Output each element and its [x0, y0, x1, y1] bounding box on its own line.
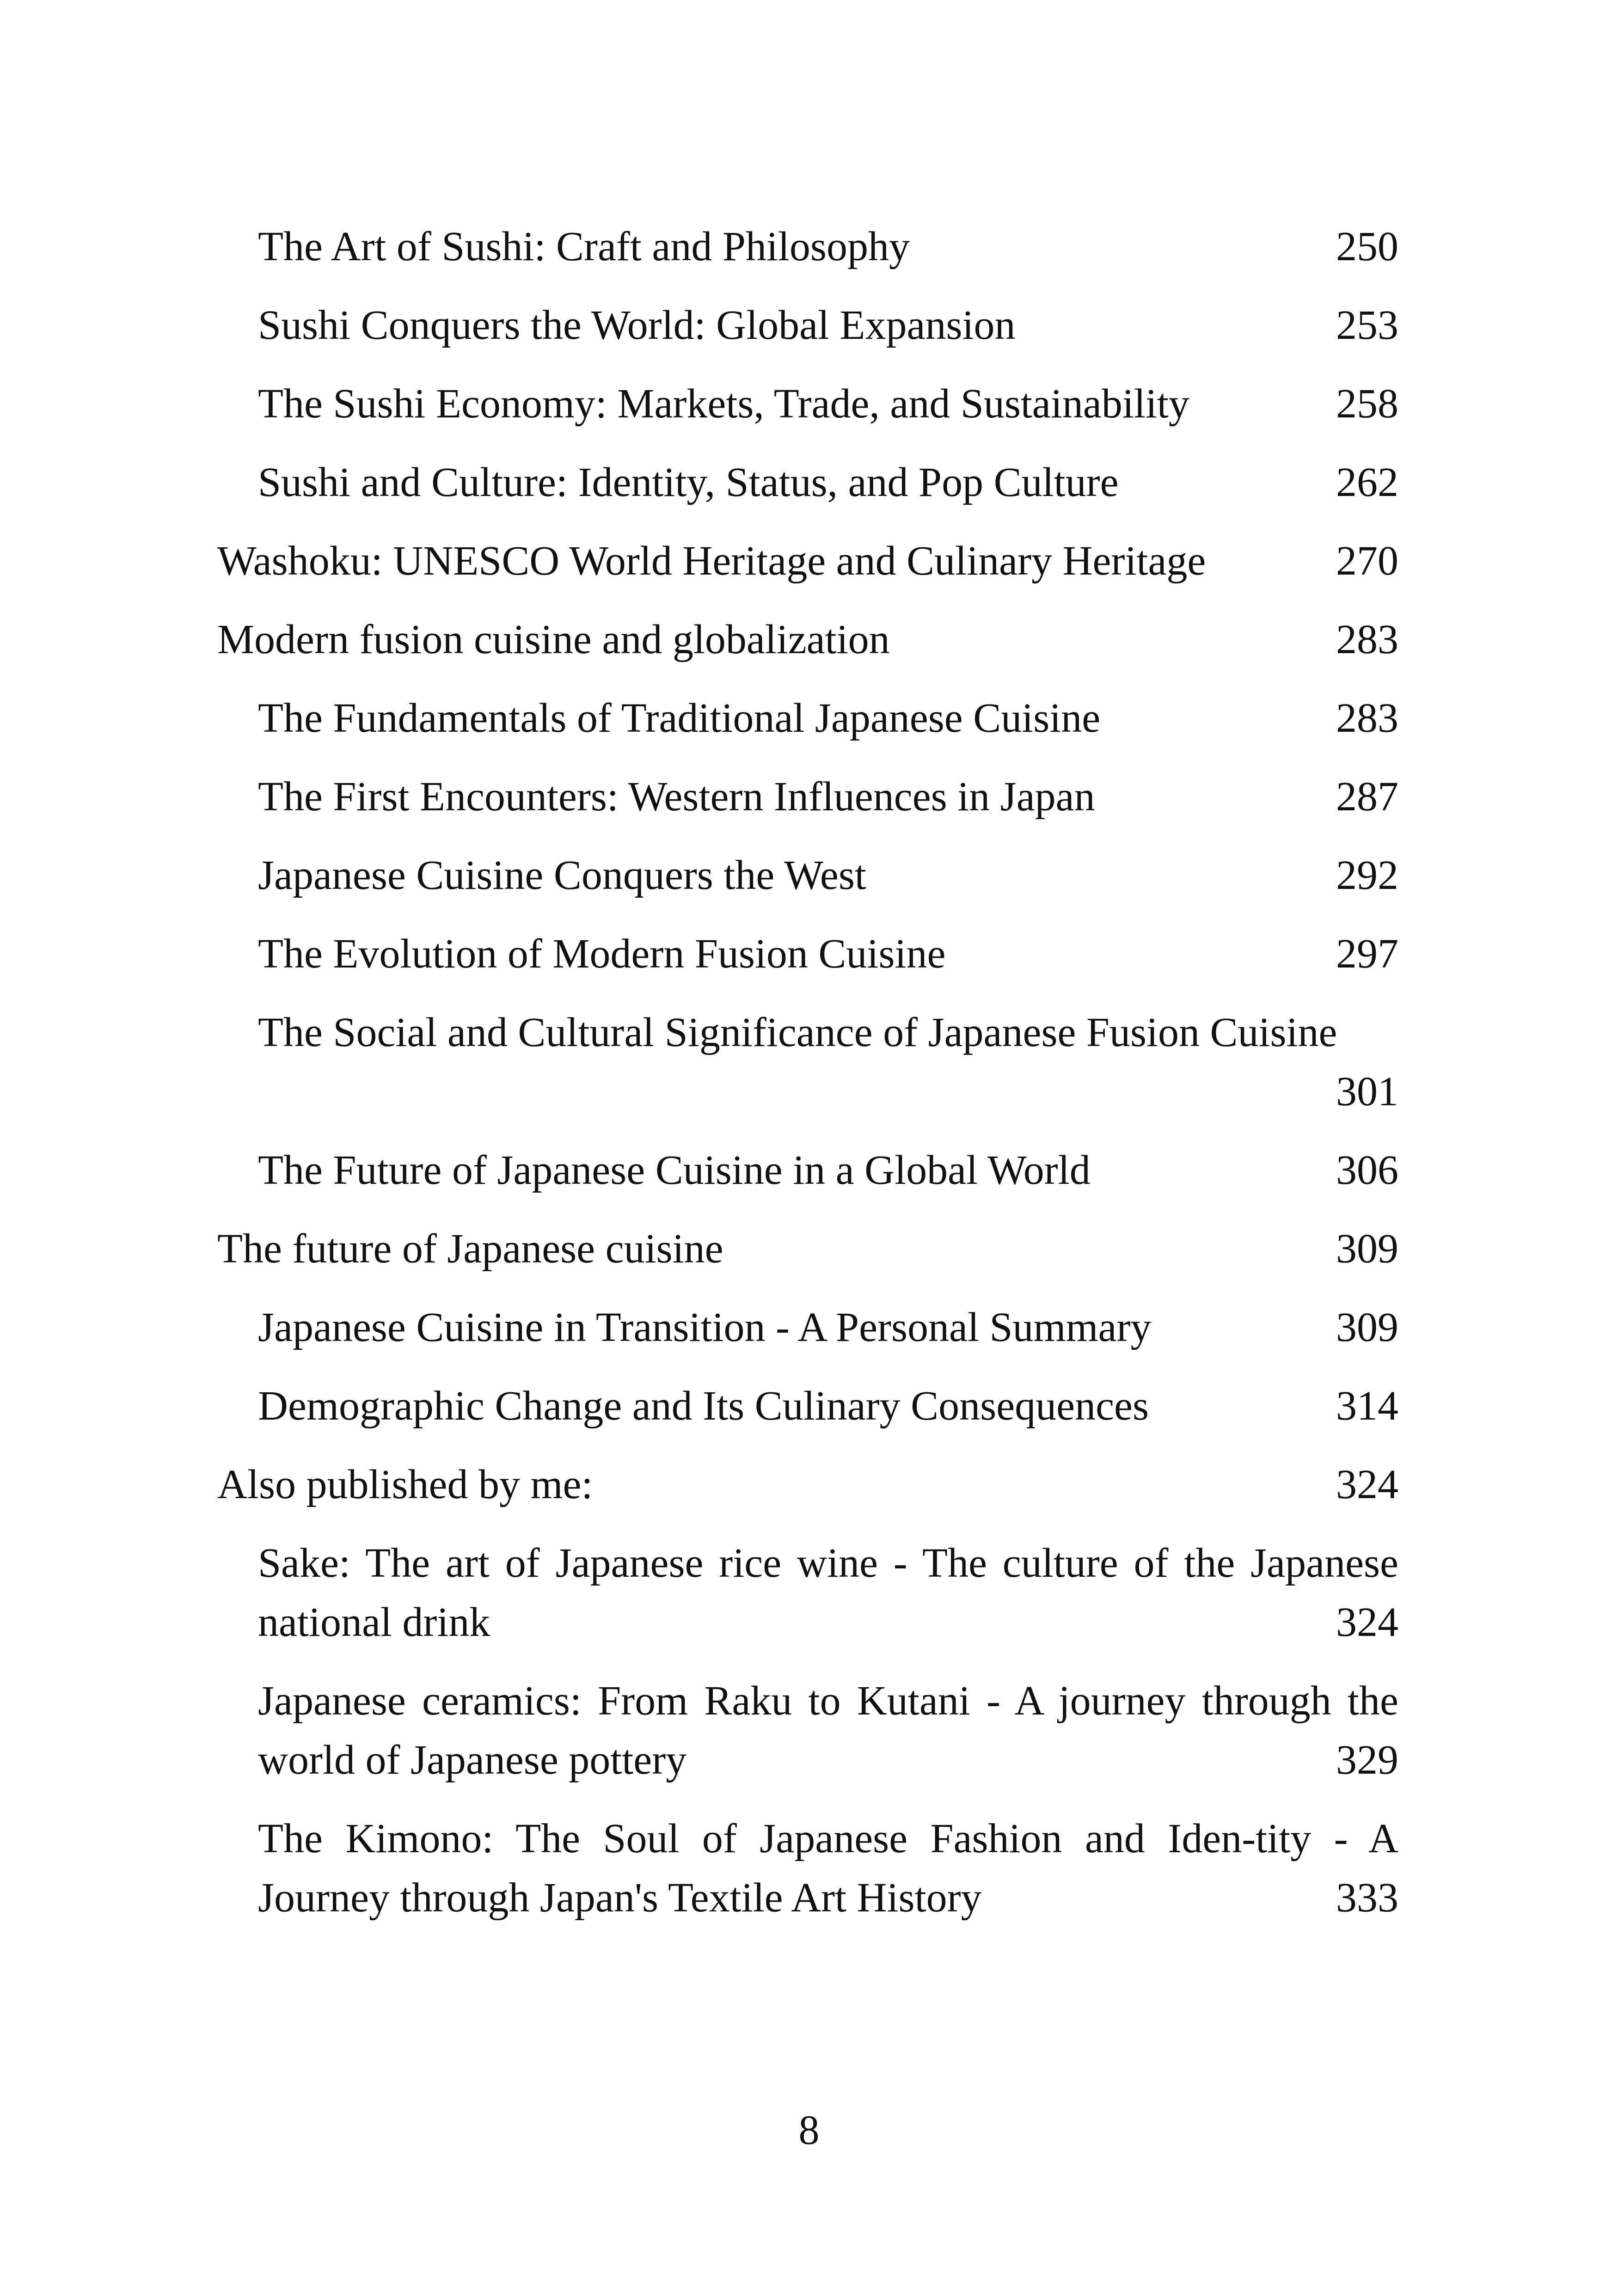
toc-entry-page: 301	[1336, 1069, 1398, 1114]
toc-entry-page: 329	[1336, 1737, 1398, 1783]
toc-entry-page: 287	[1336, 774, 1398, 820]
toc-entry-page: 314	[1336, 1383, 1398, 1429]
toc-entry-title-line: Japanese ceramics: From Raku to Kutani - A journey through the	[258, 1678, 1398, 1724]
toc-entry-title: The Fundamentals of Traditional Japanese Cuisine	[258, 695, 1101, 741]
toc-entry-title: Washoku: UNESCO World Heritage and Culinary Heritage	[217, 538, 1206, 584]
toc-entry-page: 292	[1336, 852, 1398, 898]
toc-entry[interactable]	[217, 925, 1398, 984]
toc-entry-page: 262	[1336, 459, 1398, 505]
toc-entry-title: Demographic Change and Its Culinary Consequences	[258, 1383, 1149, 1429]
toc-entry[interactable]	[217, 296, 1398, 355]
toc-entry-title: Modern fusion cuisine and globalization	[217, 617, 890, 662]
toc-entry-title-line: world of Japanese pottery	[258, 1737, 687, 1783]
toc-entry[interactable]	[217, 1298, 1398, 1357]
toc-entry[interactable]	[217, 1534, 1398, 1652]
toc-entry-page: 283	[1336, 695, 1398, 741]
toc-entry[interactable]	[217, 1809, 1398, 1928]
toc-entry-page: 324	[1336, 1462, 1398, 1507]
toc-entry-title: Also published by me:	[217, 1462, 593, 1507]
toc-entry-title: The Evolution of Modern Fusion Cuisine	[258, 931, 946, 977]
toc-entry-title-line-empty	[258, 1062, 1398, 1121]
toc-entry[interactable]	[217, 1377, 1398, 1436]
toc-entry[interactable]	[217, 453, 1398, 512]
page-number: 8	[798, 2107, 820, 2153]
toc-entry-page: 309	[1336, 1226, 1398, 1272]
toc-entry-title	[258, 1003, 1398, 1121]
toc-entry-title-line: Journey through Japan's Textile Art History	[258, 1875, 982, 1921]
toc-entry-title	[258, 1534, 1398, 1652]
toc-entry[interactable]	[217, 374, 1398, 434]
toc-entry-title: Japanese Cuisine in Transition - A Personal Summary	[258, 1304, 1152, 1350]
toc-entry-title: The Sushi Economy: Markets, Trade, and Sustainability	[258, 381, 1189, 427]
toc-entry[interactable]	[217, 1141, 1398, 1200]
toc-entry-page: 250	[1336, 224, 1398, 269]
toc-entry-title	[258, 1809, 1398, 1928]
toc-entry-title-line: The Kimono: The Soul of Japanese Fashion and Iden-tity - A	[258, 1816, 1398, 1861]
toc-entry[interactable]	[217, 217, 1398, 276]
toc-chapter-entry[interactable]	[217, 1455, 1398, 1514]
toc-entry[interactable]	[217, 1003, 1398, 1121]
toc-chapter-entry[interactable]	[217, 610, 1398, 669]
toc-entry-page: 333	[1336, 1875, 1398, 1921]
toc-entry[interactable]	[217, 846, 1398, 905]
toc-entry-title: The First Encounters: Western Influences in Japan	[258, 774, 1095, 820]
toc-entry-title: The future of Japanese cuisine	[217, 1226, 723, 1272]
toc-entry-title: Sushi Conquers the World: Global Expansion	[258, 302, 1016, 348]
toc-entry-page: 324	[1336, 1599, 1398, 1645]
toc-entry-title: The Future of Japanese Cuisine in a Global World	[258, 1147, 1091, 1193]
toc-entry-page: 309	[1336, 1304, 1398, 1350]
toc-entry[interactable]	[217, 767, 1398, 827]
toc-chapter-entry[interactable]	[217, 1219, 1398, 1279]
toc-entry-title-line: The Social and Cultural Significance of Japanese Fusion Cuisine	[258, 1010, 1337, 1055]
toc-entry-page: 258	[1336, 381, 1398, 427]
toc-entry-title: The Art of Sushi: Craft and Philosophy	[258, 224, 910, 269]
toc-entry-title: Sushi and Culture: Identity, Status, and Pop Culture	[258, 459, 1119, 505]
toc-entry-page: 297	[1336, 931, 1398, 977]
toc-entry-title: Japanese Cuisine Conquers the West	[258, 852, 866, 898]
toc-entry-page: 253	[1336, 302, 1398, 348]
toc-entry-page: 270	[1336, 538, 1398, 584]
toc-chapter-entry[interactable]	[217, 532, 1398, 591]
toc-entry-page: 283	[1336, 617, 1398, 662]
toc-entry-title-line: national drink	[258, 1599, 490, 1645]
toc-entry-page: 306	[1336, 1147, 1398, 1193]
toc-entry[interactable]	[217, 1671, 1398, 1790]
toc-entry-title	[258, 1671, 1398, 1790]
toc-entry-title-line: Sake: The art of Japanese rice wine - The culture of the Japanese	[258, 1540, 1398, 1586]
toc-entry[interactable]	[217, 689, 1398, 748]
table-of-contents	[217, 217, 1398, 1947]
